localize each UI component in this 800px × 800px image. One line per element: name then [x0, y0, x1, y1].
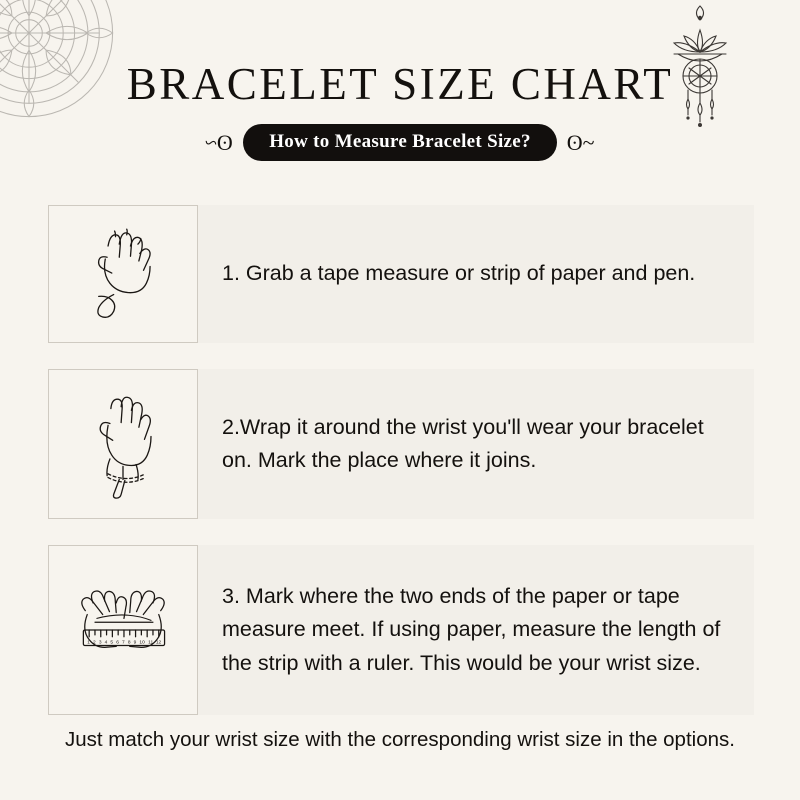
svg-text:8: 8 [127, 640, 131, 646]
hands-measuring-strip-with-ruler-icon [48, 545, 198, 715]
svg-text:10: 10 [139, 640, 145, 646]
list-item [48, 205, 754, 343]
flourish-right-icon: ʘ~ [566, 129, 595, 155]
step-text: 3. Mark where the two ends of the paper or tape measure meet. If using paper, measure the length of the strip with a ruler. This would be your wrist size. [222, 584, 721, 675]
svg-text:5: 5 [110, 640, 114, 646]
svg-text:3: 3 [98, 640, 102, 646]
page-title: BRACELET SIZE CHART [126, 59, 674, 109]
subtitle-pill: How to Measure Bracelet Size? [243, 124, 557, 161]
svg-text:6: 6 [116, 640, 119, 646]
svg-text:9: 9 [133, 640, 137, 646]
svg-text:1: 1 [87, 640, 90, 646]
step-text: 2.Wrap it around the wrist you'll wear your bracelet on. Mark the place where it joins. [222, 414, 704, 472]
step-text: 1. Grab a tape measure or strip of paper and pen. [222, 261, 696, 286]
svg-text:7: 7 [122, 640, 125, 646]
list-item [48, 545, 754, 715]
subtitle-row [0, 124, 800, 161]
footer-note: Just match your wrist size with the corresponding wrist size in the options. [65, 728, 735, 751]
hand-holding-tape-measure-icon [48, 205, 198, 343]
svg-text:11: 11 [148, 640, 154, 646]
steps-list [48, 205, 754, 741]
flourish-left-icon: ʘ~ [205, 129, 234, 155]
hand-wrapping-tape-around-wrist-icon [48, 369, 198, 519]
list-item [48, 369, 754, 519]
svg-text:4: 4 [104, 640, 108, 646]
svg-text:12: 12 [155, 640, 162, 646]
svg-text:2: 2 [93, 640, 96, 646]
